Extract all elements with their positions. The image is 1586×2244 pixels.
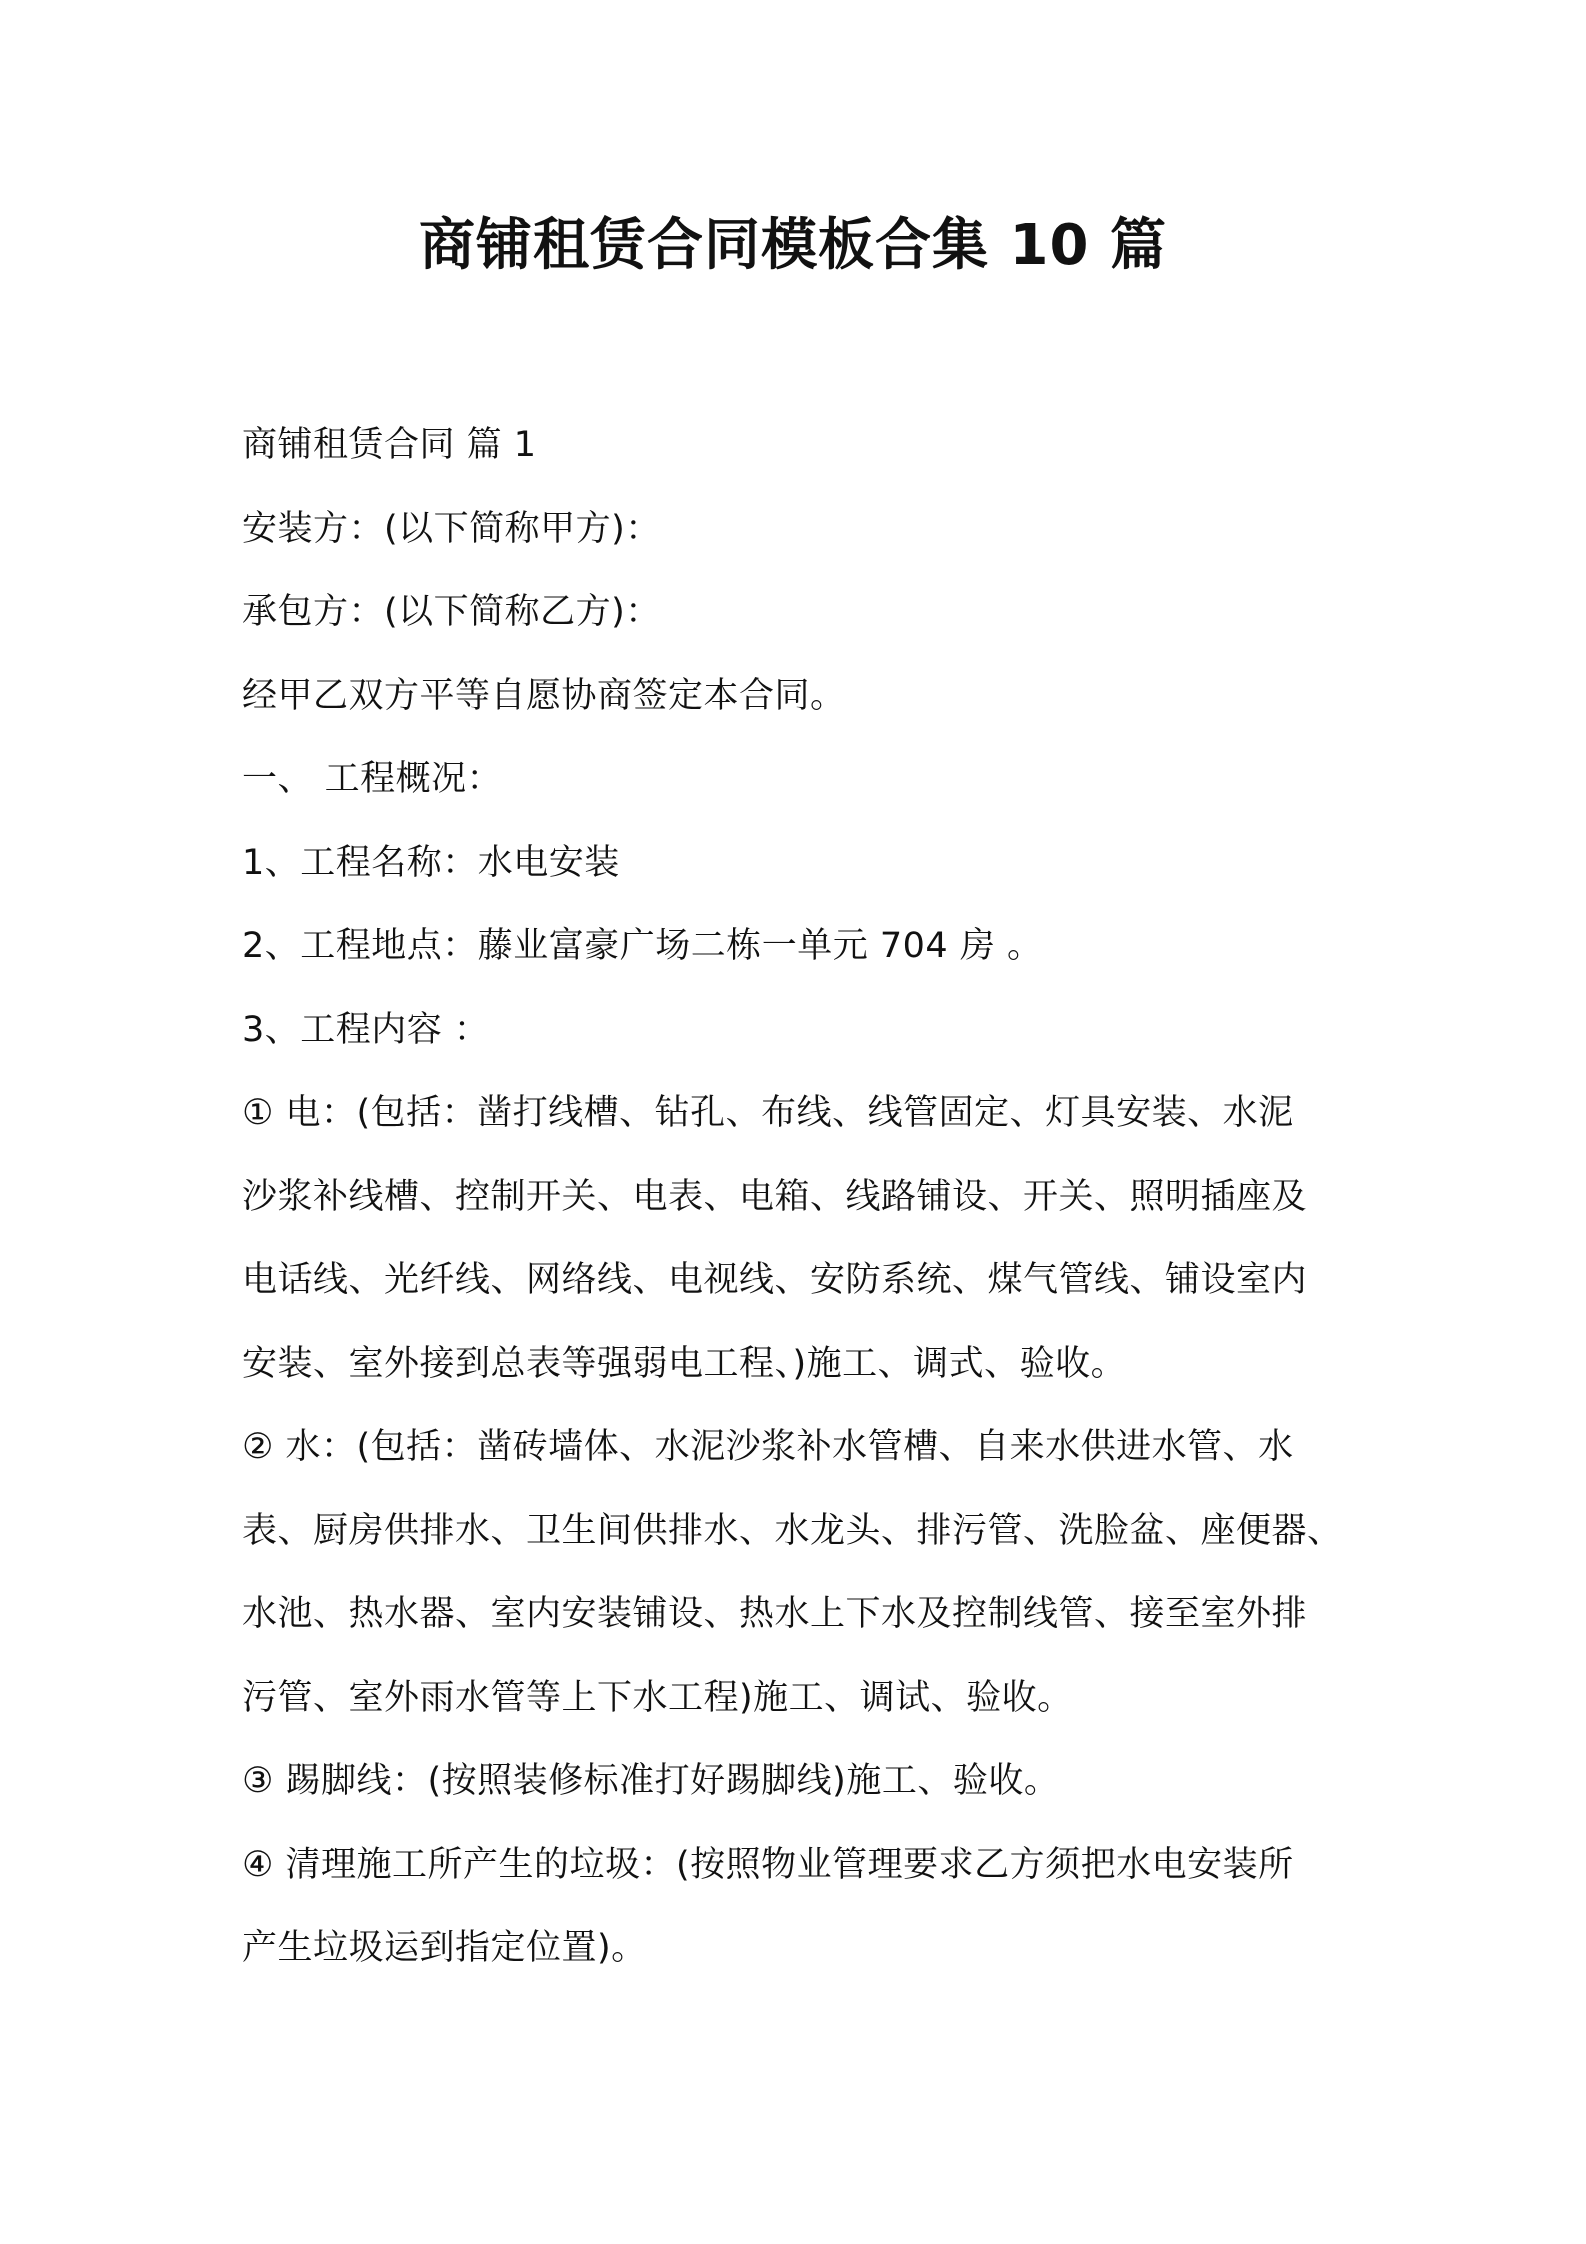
water-item-line: 水池、热水器、室内安装铺设、热水上下水及控制线管、接至室外排 [242,1594,1308,1634]
water-item-line: 污管、室外雨水管等上下水工程)施工、调试、验收。 [242,1677,1073,1718]
project-overview-heading: 一、 工程概况： [242,759,503,799]
electric-item-line: 沙浆补线槽、控制开关、电表、电箱、线路铺设、开关、照明插座及 [242,1176,1308,1217]
project-content-line: 3、工程内容 ： [242,1009,490,1050]
section-heading: 商铺租赁合同 篇 1 [242,425,537,465]
water-item-line: ② 水：(包括：凿砖墙体、水泥沙浆补水管槽、自来水供进水管、水 [242,1427,1294,1467]
party-b-line: 承包方：(以下简称乙方)： [242,592,661,632]
electric-item-line: ① 电：(包括：凿打线槽、钻孔、布线、线管固定、灯具安装、水泥 [242,1093,1294,1133]
party-a-line: 安装方：(以下简称甲方)： [242,508,661,549]
cleanup-item-line: 产生垃圾运到指定位置)。 [242,1928,647,1968]
project-location-line: 2、工程地点：藤业富豪广场二栋一单元 704 房 。 [242,926,1043,966]
project-name-line: 1、工程名称：水电安装 [242,842,620,883]
baseboard-item-line: ③ 踢脚线：(按照装修标准打好踢脚线)施工、验收。 [242,1761,1060,1801]
water-item-line: 表、厨房供排水、卫生间供排水、水龙头、排污管、洗脸盆、座便器、 [242,1510,1343,1551]
electric-item-line: 电话线、光纤线、网络线、电视线、安防系统、煤气管线、铺设室内 [242,1260,1308,1300]
electric-item-line: 安装、室外接到总表等强弱电工程、)施工、调式、验收。 [242,1343,1127,1384]
agreement-line: 经甲乙双方平等自愿协商签定本合同。 [242,675,846,716]
document-title: 商铺租赁合同模板合集 10 篇 [419,213,1167,278]
cleanup-item-line: ④ 清理施工所产生的垃圾：(按照物业管理要求乙方须把水电安装所 [242,1844,1294,1885]
document-body [242,404,1360,1991]
